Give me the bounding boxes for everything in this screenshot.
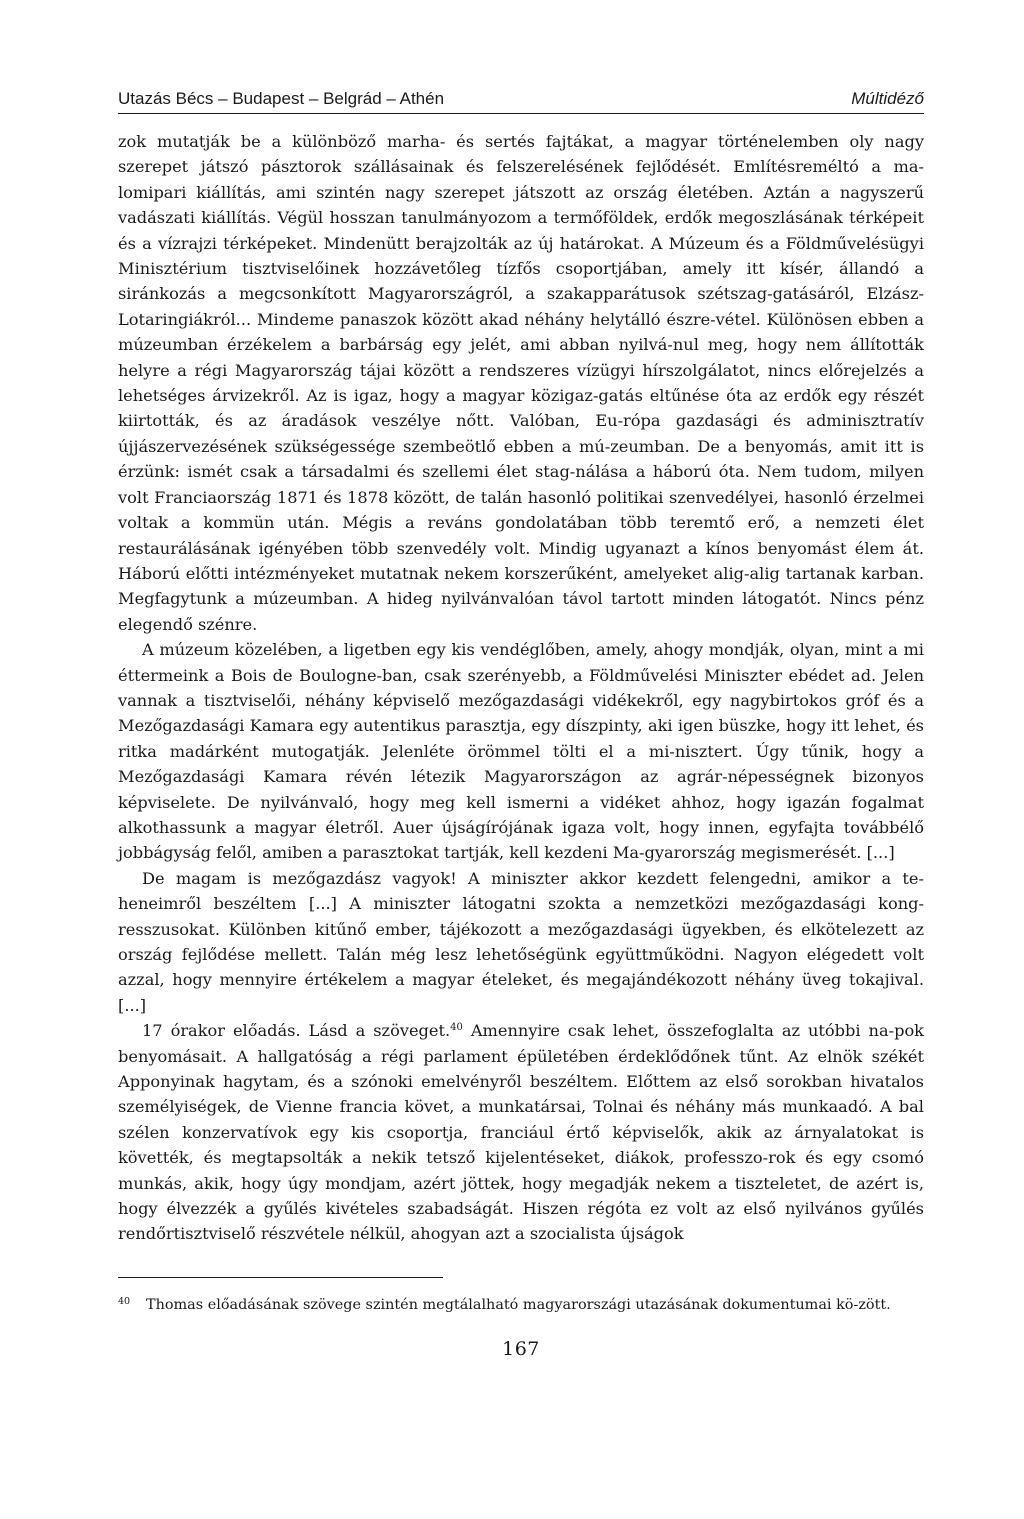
footnote-text: Thomas előadásának szövege szintén megtálalható magyarországi utazásának dokumentumai kö-zött. (146, 1296, 891, 1313)
paragraph: De magam is mezőgazdász vagyok! A miniszter akkor kezdett felengedni, amikor a te-heneimről beszéltem [...] A miniszter látogatni szokta a nemzetközi mezőgazdasági kong-resszusokat. Különben kitűnő ember, tájékozott a mezőgazdasági ügyekben, és elkötelezett az ország fejlődése mellett. Talán még lesz lehetőségünk együttműködni. Nagyon elégedett volt azzal, hogy mennyire értékelem a magyar ételeket, és megajándékozott néhány üveg tokajival. [...] (118, 868, 924, 1015)
paragraph: A múzeum közelében, a ligetben egy kis vendéglőben, amely, ahogy mondják, olyan, mint a mi éttermeink a Bois de Boulogne-ban, csak szerényebb, a Földművelési Miniszter ebédet ad. Jelen vannak a tisztviselői, néhány képviselő mezőgazdasági vidékekről, egy nagybirtokos gróf és a Mezőgazdasági Kamara egy autentikus parasztja, egy díszpinty, aki igen büszke, hogy itt lehet, és ritka madárként mutogatják. Jelenléte örömmel tölti el a mi-nisztert. Úgy tűnik, hogy a Mezőgazdasági Kamara révén létezik Magyarországon az agrár-népességnek bizonyos képviselete. De nyilvánvaló, hogy meg kell ismerni a vidéket ahhoz, hogy igazán fogalmat alkothassunk a magyar életről. Auer újságírójának igaza volt, hogy innen, egyfajta továbbélő jobbágyság felől, amiben a parasztokat tartják, kell kezdeni Ma-gyarország megismerését. [...] (118, 640, 924, 863)
page-number: 167 (502, 1337, 540, 1360)
footnote-marker (118, 1294, 146, 1316)
body-text (118, 129, 924, 1247)
running-head-title: Utazás Bécs – Budapest – Belgrád – Athén (118, 89, 445, 108)
footnote-reference[interactable]: 40 (450, 1022, 463, 1034)
running-head-series: Múltidéző (851, 89, 924, 108)
running-head (118, 88, 924, 114)
footnote-separator (118, 1277, 443, 1278)
paragraph: zok mutatják be a különböző marha- és sertés fajtákat, a magyar történelemben oly nagy szerepet játszó pásztorok szállásainak és felszerelésének fejlődését. Említésreméltó a ma-lomipari kiállítás, ami szintén nagy szerepet játszott az ország életében. Aztán a nagyszerű vadászati kiállítás. Végül hosszan tanulmányozom a termőföldek, erdők megoszlásának térképeit és a vízrajzi térképeket. Mindenütt berajzolták az új határokat. A Múzeum és a Földművelésügyi Minisztérium tisztviselőinek hozzávetőleg tízfős csoportjában, amely itt kísér, állandó a siránkozás a megcsonkított Magyarországról, a szakapparátusok szétszag-gatásáról, Elzász-Lotaringiákról... Mindeme panaszok között akad néhány helytálló észre-vétel. Különösen ebben a múzeumban érzékelem a barbárság egy jelét, ami abban nyilvá-nul meg, hogy nem állították helyre a régi Magyarország tájai között a rendszeres vízügyi hírszolgálatot, nincs előrejelzés a lehetséges árvizekről. Az is igaz, hogy a magyar közigaz-gatás eltűnése óta az erdők egy részét kiirtották, és az áradások veszélye nőtt. Valóban, Eu-rópa gazdasági és adminisztratív újjászervezésének szükségessége szembeötlő ebben a mú-zeumban. De a benyomás, amit itt is érzünk: ismét csak a társadalmi és szellemi élet stag-nálása a háború óta. Nem tudom, milyen volt Franciaország 1871 és 1878 között, de talán hasonló politikai szenvedélyei, hasonló érzelmei voltak a kommün után. Mégis a reváns gondolatában több teremtő erő, a nemzeti élet restaurálásának igényében több szenvedély volt. Mindig ugyanazt a kínos benyomást élem át. Háború előtti intézményeket mutatnak nekem korszerűként, amelyeket alig-alig tartanak karban. Megfagytunk a múzeumban. A hideg nyilvánvalóan távol tartott minden látogatót. Nincs pénz elegendő szénre. (118, 132, 924, 634)
paragraph-text: Amennyire csak lehet, összefoglalta az utóbbi na-pok benyomásait. A hallgatóság a régi parlament épületében érdeklődőnek tűnt. Az elnök székét Apponyinak hagytam, és a szónoki emelvényről beszéltem. Előttem az első sorokban hivatalos személyiségek, de Vienne francia követ, a munkatársai, Tolnai és néhány más munkaadó. A bal szélen konzervatívok egy kis csoportja, franciául értő képviselők, akik az árnyalatokat is követték, és megtapsolták a nekik tetsző kijelentéseket, diákok, professzo-rok és egy csomó munkás, akik, hogy úgy mondjam, azért jöttek, hogy megadják nekem a tiszteletet, de azért is, hogy élvezzék a gyűlés kivételes szabadságát. Hiszen régóta ez volt az első nyilvános gyűlés rendőrtisztviselő részvétele nélkül, ahogyan azt a szocialista újságok (118, 1021, 924, 1244)
paragraph (118, 1018, 924, 1247)
book-page (118, 88, 924, 1360)
paragraph-text: 17 órakor előadás. Lásd a szöveget. (142, 1021, 451, 1041)
footnote (118, 1294, 924, 1316)
footnote-number: 40 (118, 1295, 131, 1307)
